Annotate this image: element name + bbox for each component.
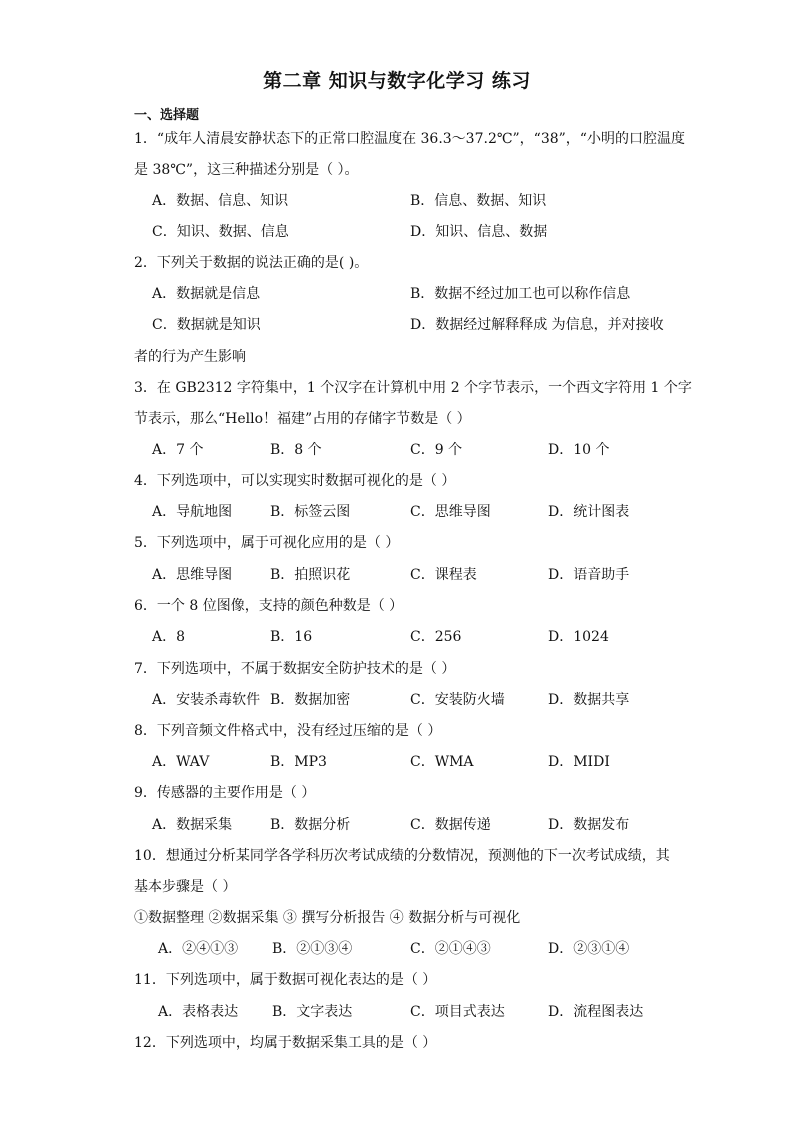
question-8-option-a: A．WAV (152, 754, 210, 770)
question-4-line-1: 4．下列选项中，可以实现实时数据可视化的是（ ） (134, 473, 456, 489)
question-1-line-1: 1．“成年人清晨安静状态下的正常口腔温度在 36.3～37.2℃”，“38”，“小明的口腔温度 (134, 131, 685, 147)
question-2-continuation: 者的行为产生影响 (134, 349, 246, 365)
question-3-line-1: 3．在 GB2312 字符集中，1 个汉字在计算机中用 2 个字节表示，一个西文字符用 1 个字 (134, 380, 692, 396)
question-9-option-b: B．数据分析 (270, 817, 351, 833)
section-heading: 一、选择题 (134, 108, 200, 123)
page-title: 第二章 知识与数字化学习 练习 (263, 70, 531, 92)
question-4-option-b: B．标签云图 (270, 504, 351, 520)
question-10-option-b: B．②①③④ (272, 941, 353, 957)
question-7-option-b: B．数据加密 (270, 692, 351, 708)
question-3-option-d: D．10 个 (548, 442, 610, 458)
question-6-line-1: 6．一个 8 位图像，支持的颜色种数是（ ） (134, 598, 404, 614)
question-1-option-a: A．数据、信息、知识 (152, 193, 289, 209)
question-1-option-c: C．知识、数据、信息 (152, 224, 289, 240)
question-11-option-b: B．文字表达 (272, 1004, 353, 1020)
question-10-option-c: C．②①④③ (410, 941, 491, 957)
question-7-option-d: D．数据共享 (548, 692, 630, 708)
question-2-line-1: 2．下列关于数据的说法正确的是( )。 (134, 255, 369, 271)
question-5-option-d: D．语音助手 (548, 567, 630, 583)
question-6-option-d: D．1024 (548, 629, 609, 645)
question-5-line-1: 5．下列选项中，属于可视化应用的是（ ） (134, 535, 400, 551)
question-6-option-a: A．8 (152, 629, 186, 645)
question-1-option-b: B．信息、数据、知识 (410, 193, 547, 209)
question-6-option-b: B．16 (270, 629, 313, 645)
question-5-option-b: B．拍照识花 (270, 567, 351, 583)
question-10-steps: ①数据整理 ②数据采集 ③ 撰写分析报告 ④ 数据分析与可视化 (134, 910, 521, 926)
question-2-option-b: B．数据不经过加工也可以称作信息 (410, 286, 631, 302)
question-10-line-2: 基本步骤是（ ） (134, 879, 237, 895)
question-7-option-a: A．安装杀毒软件 (152, 692, 261, 708)
question-2-option-a: A．数据就是信息 (152, 286, 261, 302)
question-5-option-c: C．课程表 (410, 567, 477, 583)
question-10-option-d: D．②③①④ (548, 941, 630, 957)
question-7-line-1: 7．下列选项中，不属于数据安全防护技术的是（ ） (134, 661, 456, 677)
question-8-option-b: B．MP3 (270, 754, 327, 770)
question-3-line-2: 节表示，那么“Hello！福建”占用的存储字节数是（ ） (134, 411, 471, 427)
question-8-option-c: C．WMA (410, 754, 474, 770)
question-11-option-a: A．表格表达 (158, 1004, 239, 1020)
question-1-option-d: D．知识、信息、数据 (410, 224, 548, 240)
question-7-option-c: C．安装防火墙 (410, 692, 505, 708)
question-3-option-c: C．9 个 (410, 442, 463, 458)
question-3-option-a: A．7 个 (152, 442, 204, 458)
question-1-line-2: 是 38℃”，这三种描述分别是（ ）。 (134, 162, 359, 178)
question-10-line-1: 10．想通过分析某同学各学科历次考试成绩的分数情况，预测他的下一次考试成绩，其 (134, 848, 670, 864)
question-9-line-1: 9．传感器的主要作用是（ ） (134, 785, 316, 801)
question-3-option-b: B．8 个 (270, 442, 322, 458)
question-4-option-c: C．思维导图 (410, 504, 491, 520)
question-6-option-c: C．256 (410, 629, 462, 645)
question-2-option-d: D．数据经过解释释成 为信息，并对接收 (410, 317, 664, 333)
question-8-line-1: 8．下列音频文件格式中，没有经过压缩的是（ ） (134, 723, 442, 739)
question-2-option-c: C．数据就是知识 (152, 317, 261, 333)
question-4-option-d: D．统计图表 (548, 504, 630, 520)
question-12-line-1: 12．下列选项中，均属于数据采集工具的是（ ） (134, 1035, 437, 1051)
question-9-option-d: D．数据发布 (548, 817, 630, 833)
question-4-option-a: A．导航地图 (152, 504, 233, 520)
question-11-option-c: C．项目式表达 (410, 1004, 505, 1020)
question-11-option-d: D．流程图表达 (548, 1004, 644, 1020)
question-5-option-a: A．思维导图 (152, 567, 233, 583)
question-9-option-c: C．数据传递 (410, 817, 491, 833)
question-9-option-a: A．数据采集 (152, 817, 233, 833)
question-10-option-a: A．②④①③ (158, 941, 239, 957)
question-11-line-1: 11．下列选项中，属于数据可视化表达的是（ ） (134, 972, 437, 988)
question-8-option-d: D．MIDI (548, 754, 610, 770)
